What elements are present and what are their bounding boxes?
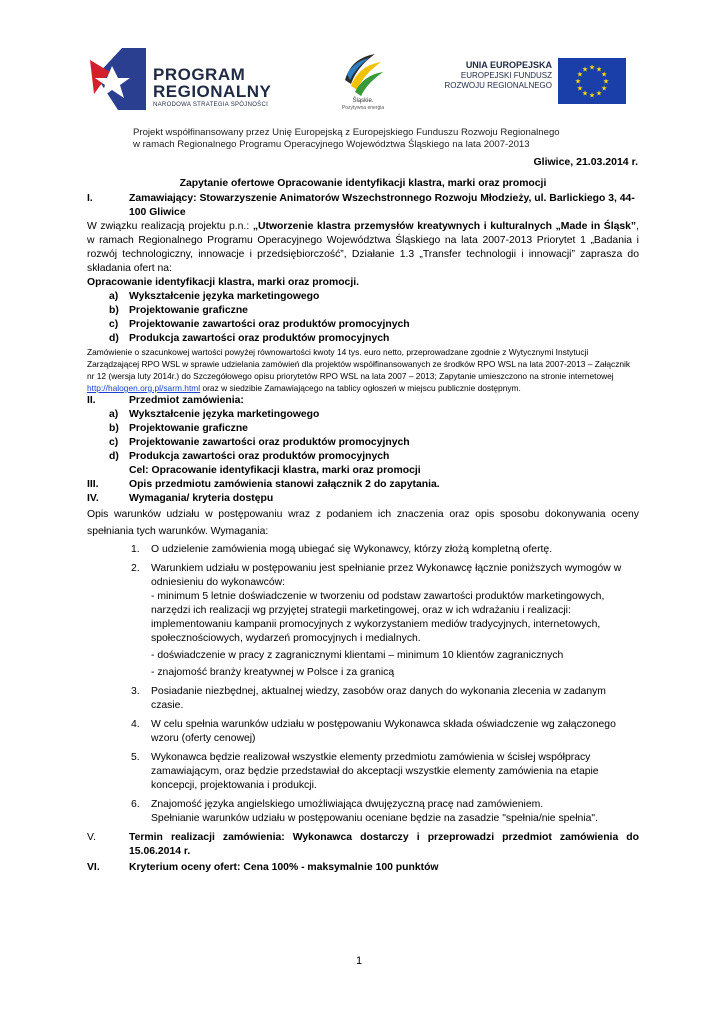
eu-star-icon: ★ [581,66,589,74]
list-text: Produkcja zawartości oraz produktów promocyjnych [129,451,390,462]
requirements-list [87,543,639,826]
eu-line2: EUROPEJSKI FUNDUSZ [460,71,552,80]
requirements-intro: Opis warunków udziału w postępowaniu wraz z podaniem ich znaczenia oraz opis sposobu dokonywania oceny spełniania tych warunków. Wymagania: [87,509,639,537]
list-letter: b) [109,305,119,316]
list-text: Projektowanie zawartości oraz produktów promocyjnych [129,437,410,448]
program-regionalny-logo-icon [88,46,148,112]
program-line2: REGIONALNY [153,82,272,101]
requirement-text: Znajomość języka angielskiego umożliwiająca dwujęzyczną pracę nad zamówieniem. [151,799,544,810]
cofinancing-notice [133,127,560,151]
section-text: Termin realizacji zamówienia: Wykonawca dostarczy i przeprowadzi przedmiot zamówienia do 15.06.2014 r. [129,832,639,857]
list-item [87,408,639,422]
section-number: II. [87,395,96,406]
document-title: Zapytanie ofertowe Opracowanie identyfikacji klastra, marki oraz promocji [179,178,547,189]
value-notice-b: oraz w siedzibie Zamawiającego na tablicy ogłoszeń w miejscu publicznie dostępnym. [200,383,521,393]
sarm-link[interactable]: http://halogen.org.pl/sarm.html [87,383,201,393]
intro-part-a: W związku realizacją projektu p.n.: [87,221,253,232]
section-text: Opis przedmiotu zamówienia stanowi załącznik 2 do zapytania. [129,479,440,490]
program-regionalny-text [153,66,271,108]
list-item [87,304,639,318]
eu-star-icon: ★ [600,71,608,79]
eu-star-icon: ★ [595,90,603,98]
section-number: I. [87,193,93,204]
list-text: Wykształcenie języka marketingowego [129,291,320,302]
requirement-number: 5. [131,752,140,763]
section-6 [87,861,639,875]
list-letter: c) [109,319,119,330]
requirement-sub: Spełnianie warunków udziału w postępowaniu oceniane będzie na zasadzie "spełnia/nie spełnia". [151,813,598,824]
requirement-item [87,543,639,557]
eu-star-icon: ★ [576,71,584,79]
section-3 [87,478,639,492]
notice-line2: w ramach Regionalnego Programu Operacyjnego Województwa Śląskiego na lata 2007-2013 [133,139,530,150]
requirement-text: Posiadanie niezbędnej, aktualnej wiedzy, zasobów oraz danych do wykonania zlecenia w zadanym czasie. [151,686,606,711]
list-text: Projektowanie graficzne [129,305,248,316]
section-text: Przedmiot zamówienia: [129,395,244,406]
list-letter: b) [109,423,119,434]
requirement-sub: - minimum 5 letnie doświadczenie w tworzeniu od podstaw zawartości produktów marketingowych, narzędzi ich realizacji wg przyjętej strategii marketingowej, oraz w ich wdrażaniu i realizacji: implementowaniu kampanii promocyjnych z wykorzystaniem mediów tradycyjnych, internetowych, społecznościowych, wydarzeń promocyjnych i medialnych. [151,591,605,644]
requirement-item [87,562,639,680]
section-1 [87,192,639,220]
eu-line3: ROZWOJU REGIONALNEGO [444,81,552,90]
section-text: Kryterium oceny ofert: Cena 100% - maksymalnie 100 punktów [129,862,439,873]
goal-line: Cel: Opracowanie identyfikacji klastra, marki oraz promocji [129,465,421,476]
eu-star-icon: ★ [600,85,608,93]
value-notice-a: Zamówienie o szacunkowej wartości powyżej równowartości kwoty 14 tys. euro netto, przeprowadzane zgodnie z Wytycznymi Instytucji Zarządzającej RPO WSL w sprawie udzielania zamówień dla projektów współfinansowanych ze środków RPO WSL na lata 2007-2013 – Załącznik nr 12 (wersja luty 2014r.) do Szczegółowego opisu priorytetów RPO WSL na lata 2007 – 2013; Zapytanie umieszczono na stronie internetowej [87,347,631,381]
document-body [87,177,639,875]
eu-star-icon: ★ [588,92,596,100]
scope-list-1 [87,290,639,346]
logo-header [0,0,725,120]
requirement-item [87,718,639,746]
program-line3: NARODOWA STRATEGIA SPÓJNOŚCI [153,102,269,108]
section-4 [87,492,639,506]
section-number: IV. [87,493,99,504]
requirement-text: W celu spełnia warunków udziału w postępowaniu Wykonawca składa oświadczenie wg załączonego wzoru (oferty cenowej) [151,719,616,744]
intro-part-c: , w ramach Regionalnego Programu Operacyjnego Województwa Śląskiego na lata 2007-2013 Priorytet 1 „Badania i rozwój technologiczny, innowacje i przedsiębiorczość”, Działanie 1.3 „Transfer technologii i innowacji” zaprasza do składania ofert na: [87,221,640,274]
intro-paragraph [87,220,639,276]
list-text: Projektowanie zawartości oraz produktów promocyjnych [129,319,410,330]
list-letter: d) [109,451,119,462]
list-item [87,332,639,346]
list-letter: a) [109,291,119,302]
slaskie-line1: Śląskie. [352,98,374,104]
eu-star-icon: ★ [595,66,603,74]
requirement-number: 6. [131,799,140,810]
requirement-text: Warunkiem udziału w postępowaniu jest spełnianie przez Wykonawcę łącznie poniższych wymogów w odniesieniu do wykonawców: [151,563,622,588]
list-item [87,436,639,450]
requirement-number: 1. [131,544,140,555]
section-text: Zamawiający: Stowarzyszenie Animatorów Wszechstronnego Rozwoju Młodzieży, ul. Barlickiego 3, 44-100 Gliwice [129,193,635,218]
slaskie-logo [338,50,388,118]
slaskie-swoosh-icon [341,50,385,98]
eu-star-icon: ★ [588,64,596,72]
eu-star-icon: ★ [574,78,582,86]
requirement-text: Wykonawca będzie realizował wszystkie elementy przedmiotu zamówienia w ścisłej współpracy zamawiającym, oraz będzie przedstawiał do akceptacji wszystkie elementy zamówienia na etapie koncepcji, projektowania i produkcji. [151,752,599,791]
eu-line1: UNIA EUROPEJSKA [465,60,552,70]
section-number: VI. [87,862,100,873]
requirement-number: 2. [131,563,140,574]
list-text: Wykształcenie języka marketingowego [129,409,320,420]
eu-text [430,60,552,91]
scope-list-2 [87,408,639,464]
list-item [87,422,639,436]
requirement-text: O udzielenie zamówienia mogą ubiegać się Wykonawcy, którzy złożą kompletną ofertę. [151,544,553,555]
list-text: Produkcja zawartości oraz produktów promocyjnych [129,333,390,344]
page-number: 1 [356,955,363,967]
eu-star-icon: ★ [576,85,584,93]
list-item [87,318,639,332]
section-5 [87,831,639,859]
eu-star-icon: ★ [602,78,610,86]
eu-star-icon: ★ [581,90,589,98]
eu-flag-icon [558,58,626,104]
section-text: Wymagania/ kryteria dostępu [129,493,274,504]
requirement-item [87,798,639,826]
requirement-item [87,751,639,793]
section-2 [87,394,639,408]
list-letter: d) [109,333,119,344]
section-number: III. [87,479,99,490]
list-item [87,290,639,304]
requirement-item [87,685,639,713]
requirement-number: 4. [131,719,140,730]
notice-line1: Projekt współfinansowany przez Unię Europejską z Europejskiego Funduszu Rozwoju Regionalnego [133,127,560,138]
intro-bold-line: Opracowanie identyfikacji klastra, marki oraz promocji. [87,277,359,288]
slaskie-line2: Pozytywna energia [341,105,385,111]
requirement-number: 3. [131,686,140,697]
program-line1: PROGRAM [153,65,246,84]
list-letter: c) [109,437,119,448]
value-notice [87,346,639,394]
document-date: Gliwice, 21.03.2014 r. [533,156,638,168]
requirement-sub: - znajomość branży kreatywnej w Polsce i za granicą [151,667,395,678]
requirement-sub: - doświadczenie w pracy z zagranicznymi klientami – minimum 10 klientów zagranicznych [151,650,564,661]
list-letter: a) [109,409,119,420]
intro-project-name: „Utworzenie klastra przemysłów kreatywnych i kulturalnych „Made in Śląsk” [252,221,637,232]
list-item [87,450,639,464]
section-number: V. [87,832,96,843]
list-text: Projektowanie graficzne [129,423,248,434]
